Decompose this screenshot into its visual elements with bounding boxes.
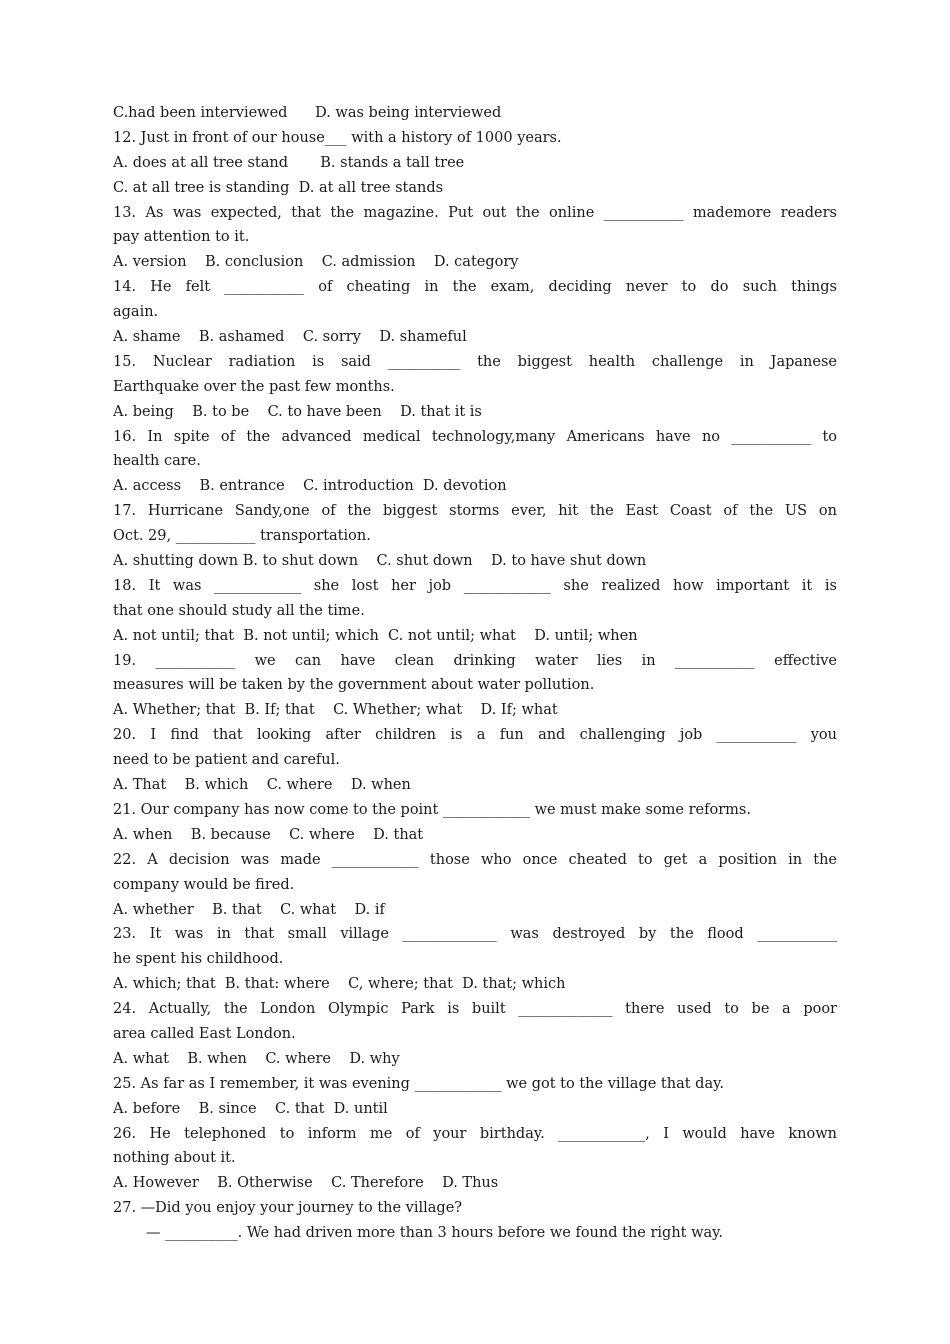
text-line: 23. It was in that small village _____________ was destroyed by the flood ___________	[113, 926, 837, 943]
text-line: pay attention to it.	[113, 229, 250, 246]
text-line: 21. Our company has now come to the point ____________ we must make some reforms.	[113, 801, 751, 818]
text-line: A. which; that B. that: where C, where; that D. that; which	[113, 976, 566, 993]
text-line: he spent his childhood.	[113, 951, 284, 968]
text-line: need to be patient and careful.	[113, 752, 340, 769]
text-line: health care.	[113, 453, 201, 470]
text-line: A. access B. entrance C. introduction D. devotion	[113, 478, 507, 495]
text-line: A. That B. which C. where D. when	[113, 777, 411, 794]
text-line: A. version B. conclusion C. admission D. category	[113, 254, 519, 271]
text-line: 20. I find that looking after children is a fun and challenging job ___________ you	[113, 727, 837, 744]
text-line: 22. A decision was made ____________ those who once cheated to get a position in the	[113, 851, 837, 868]
text-line: C.had been interviewed D. was being interviewed	[113, 105, 502, 121]
text-line: 27. —Did you enjoy your journey to the village?	[113, 1200, 463, 1217]
text-line: 19. ___________ we can have clean drinking water lies in ___________ effective	[113, 652, 837, 669]
text-line: again.	[113, 304, 159, 321]
text-line: A. before B. since C. that D. until	[113, 1100, 388, 1117]
text-line: 16. In spite of the advanced medical technology,many Americans have no ___________ to	[113, 428, 837, 445]
text-line: A. However B. Otherwise C. Therefore D. Thus	[113, 1175, 499, 1192]
text-line: nothing about it.	[113, 1150, 236, 1167]
text-line: 24. Actually, the London Olympic Park is built _____________ there used to be a poor	[113, 1001, 837, 1018]
text-line: 17. Hurricane Sandy,one of the biggest storms ever, hit the East Coast of the US on	[113, 503, 837, 520]
text-line: measures will be taken by the government about water pollution.	[113, 677, 595, 694]
text-line: A. when B. because C. where D. that	[113, 826, 424, 843]
text-line: Oct. 29, ___________ transportation.	[113, 528, 371, 545]
text-line: that one should study all the time.	[113, 602, 365, 619]
text-line: 25. As far as I remember, it was evening ____________ we got to the village that day.	[113, 1075, 724, 1092]
text-line: A. shame B. ashamed C. sorry D. shameful	[113, 329, 467, 346]
text-line: 18. It was ____________ she lost her job ____________ she realized how important it is	[113, 577, 837, 594]
document-page	[113, 101, 837, 1246]
text-line: Earthquake over the past few months.	[113, 378, 395, 395]
text-line: — __________. We had driven more than 3 hours before we found the right way.	[146, 1225, 724, 1242]
text-line: 13. As was expected, that the magazine. Put out the online ___________ mademore readers	[113, 204, 837, 221]
text-line: company would be fired.	[113, 876, 295, 893]
text-line: A. does at all tree stand B. stands a tall tree	[113, 154, 465, 171]
text-line: A. shutting down B. to shut down C. shut down D. to have shut down	[113, 553, 647, 570]
text-line: 12. Just in front of our house___ with a history of 1000 years.	[113, 129, 562, 146]
text-line: C. at all tree is standing D. at all tree stands	[113, 179, 444, 196]
text-line: 14. He felt ___________ of cheating in the exam, deciding never to do such things	[113, 279, 837, 296]
text-line: 15. Nuclear radiation is said __________ the biggest health challenge in Japanese	[113, 353, 837, 370]
text-line: A. Whether; that B. If; that C. Whether; what D. If; what	[113, 702, 558, 719]
text-line: 26. He telephoned to inform me of your birthday. ____________, I would have known	[113, 1125, 837, 1142]
text-line: A. being B. to be C. to have been D. that it is	[113, 403, 482, 420]
text-line: A. whether B. that C. what D. if	[113, 901, 385, 918]
text-line: A. what B. when C. where D. why	[113, 1050, 400, 1067]
text-line: area called East London.	[113, 1025, 296, 1042]
text-line: A. not until; that B. not until; which C. not until; what D. until; when	[113, 627, 638, 644]
